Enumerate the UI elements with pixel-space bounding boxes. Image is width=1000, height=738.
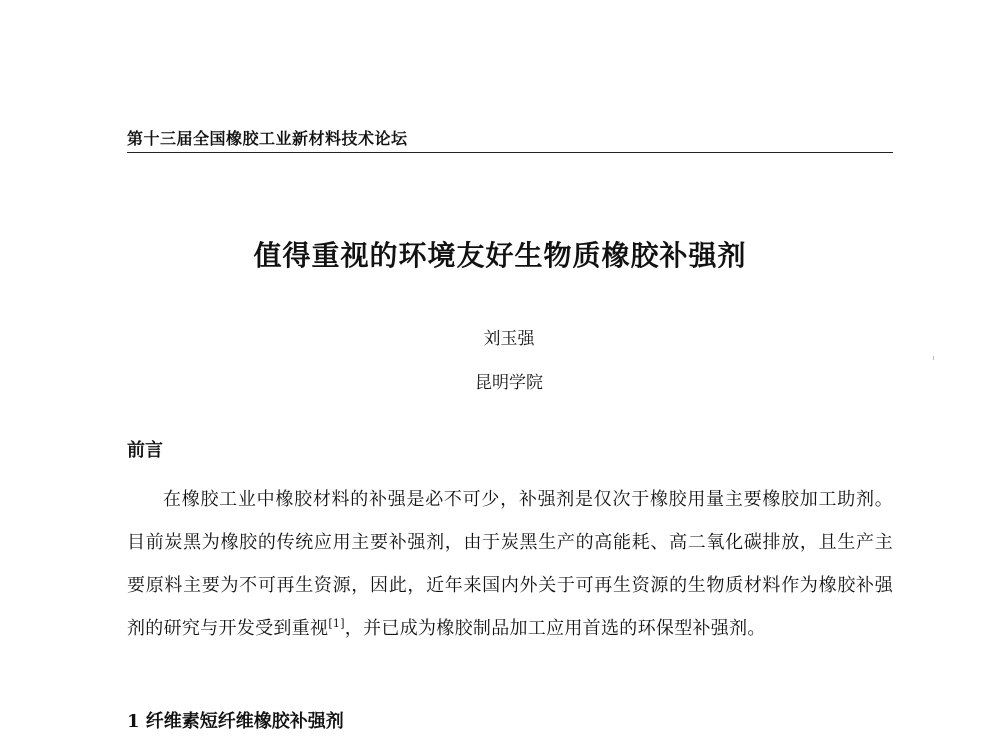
author-name: 刘玉强 — [483, 329, 535, 349]
section-heading-preface: 前言 — [127, 440, 163, 461]
paragraph-text-continued: ，并已成为橡胶制品加工应用首选的环保型补强剂。 — [344, 618, 766, 639]
header-rule — [127, 152, 893, 153]
author-affiliation: 昆明学院 — [475, 373, 543, 393]
paragraph-text: 在橡胶工业中橡胶材料的补强是必不可少，补强剂是仅次于橡胶用量主要橡胶加工助剂。目前炭黑为橡胶的传统应用主要补强剂，由于炭黑生产的高能耗、高二氧化碳排放，且生产主要原料主要为不可再生资源，因此，近年来国内外关于可再生资源的生物质材料作为橡胶补强剂的研究与开发受到重视 — [127, 489, 893, 639]
paper-title: 值得重视的环境友好生物质橡胶补强剂 — [253, 239, 747, 272]
running-header: 第十三届全国橡胶工业新材料技术论坛 — [127, 129, 408, 148]
section-heading-1: 1 纤维素短纤维橡胶补强剂 — [127, 711, 344, 732]
body-paragraph — [127, 478, 893, 650]
citation-reference: [1] — [328, 617, 345, 630]
scan-mark — [933, 356, 934, 360]
